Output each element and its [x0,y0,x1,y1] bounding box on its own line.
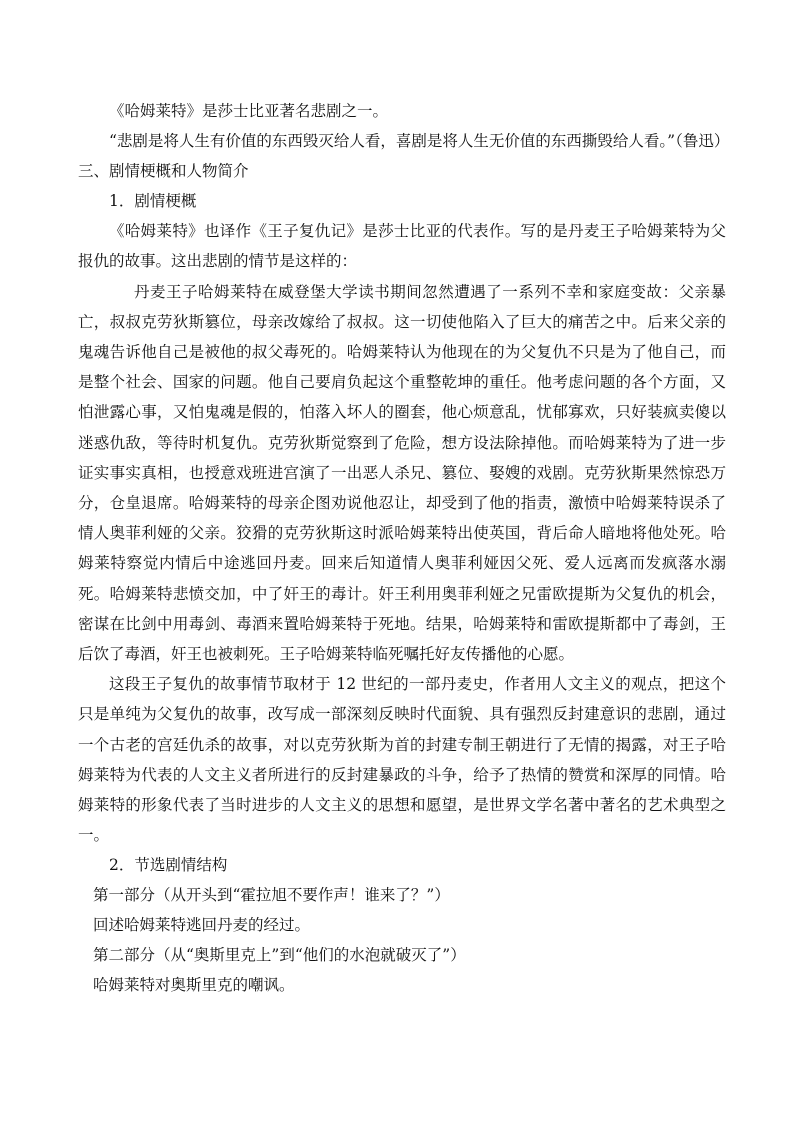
lu-xun-quote: “悲剧是将人生有价值的东西毁灭给人看，喜剧是将人生无价值的东西撕毁给人看。”（鲁迅） [109,132,730,150]
part-one-description: 回述哈姆莱特逃回丹麦的经过。 [93,916,311,935]
plot-paragraph: 丹麦王子哈姆莱特在威登堡大学读书期间忽然遭遇了一系列不幸和家庭变故：父亲暴亡，叔叔克劳狄斯篡位，母亲改嫁给了叔叔。这一切使他陷入了巨大的痛苦之中。后来父亲的鬼魂告诉他自己是被他的叔父毒死的。哈姆莱特认为他现在的为父复仇不只是为了他自己，而是整个社会、国家的问题。他自己要肩负起这个重整乾坤的重任。他考虑问题的各个方面，又怕泄露心事，又怕鬼魂是假的，怕落入坏人的圈套，他心烦意乱，忧郁寡欢，只好装疯卖傻以迷惑仇敌，等待时机复仇。克劳狄斯觉察到了危险，想方设法除掉他。而哈姆莱特为了进一步证实事实真相，也授意戏班进宫演了一出恶人杀兄、篡位、娶嫂的戏剧。克劳狄斯果然惊恐万分，仓皇退席。哈姆莱特的母亲企图劝说他忍让，却受到了他的指责，激愤中哈姆莱特误杀了情人奥菲利娅的父亲。狡猾的克劳狄斯这时派哈姆莱特出使英国，背后命人暗地将他处死。哈姆莱特察觉内情后中途逃回丹麦。回来后知道情人奥菲利娅因父死、爱人远离而发疯落水溺死。哈姆莱特悲愤交加，中了奸王的毒计。奸王利用奥菲利娅之兄雷欧提斯为父复仇的机会，密谋在比剑中用毒剑、毒酒来置哈姆莱特于死地。结果，哈姆莱特和雷欧提斯都中了毒剑，王后饮了毒酒，奸王也被刺死。王子哈姆莱特临死嘱托好友传播他的心愿。 [78,282,726,664]
analysis-paragraph: 这段王子复仇的故事情节取材于 12 世纪的一部丹麦史，作者用人文主义的观点，把这个只是单纯为父复仇的故事，改写成一部深刻反映时代面貌、具有强烈反封建意识的悲剧，通过一个古老的宫廷仇杀的故事，对以克劳狄斯为首的封建专制王朝进行了无情的揭露，对王子哈姆莱特为代表的人文主义者所进行的反封建暴政的斗争，给予了热情的赞赏和深厚的同情。哈姆莱特的形象代表了当时进步的人文主义的思想和愿望，是世界文学名著中著名的艺术典型之一。 [78,675,726,845]
part-two-title: 第二部分（从“奥斯里克上”到“他们的水泡就破灭了”） [93,946,466,965]
section-heading: 三、剧情梗概和人物简介 [78,162,249,181]
opening-line: 《哈姆莱特》是莎士比亚著名悲剧之一。 [109,102,389,120]
part-one-title: 第一部分（从开头到“霍拉旭不要作声！谁来了？”） [93,886,450,905]
intro-paragraph: 《哈姆莱特》也译作《王子复仇记》是莎士比亚的代表作。写的是丹麦王子哈姆莱特为父报仇的故事。这出悲剧的情节是这样的： [78,222,726,271]
subheading-structure: 2．节选剧情结构 [109,856,228,875]
part-two-description: 哈姆莱特对奥斯里克的嘲讽。 [93,976,295,995]
subheading-plot-summary: 1．剧情梗概 [109,192,197,211]
document-page [78,96,730,1000]
